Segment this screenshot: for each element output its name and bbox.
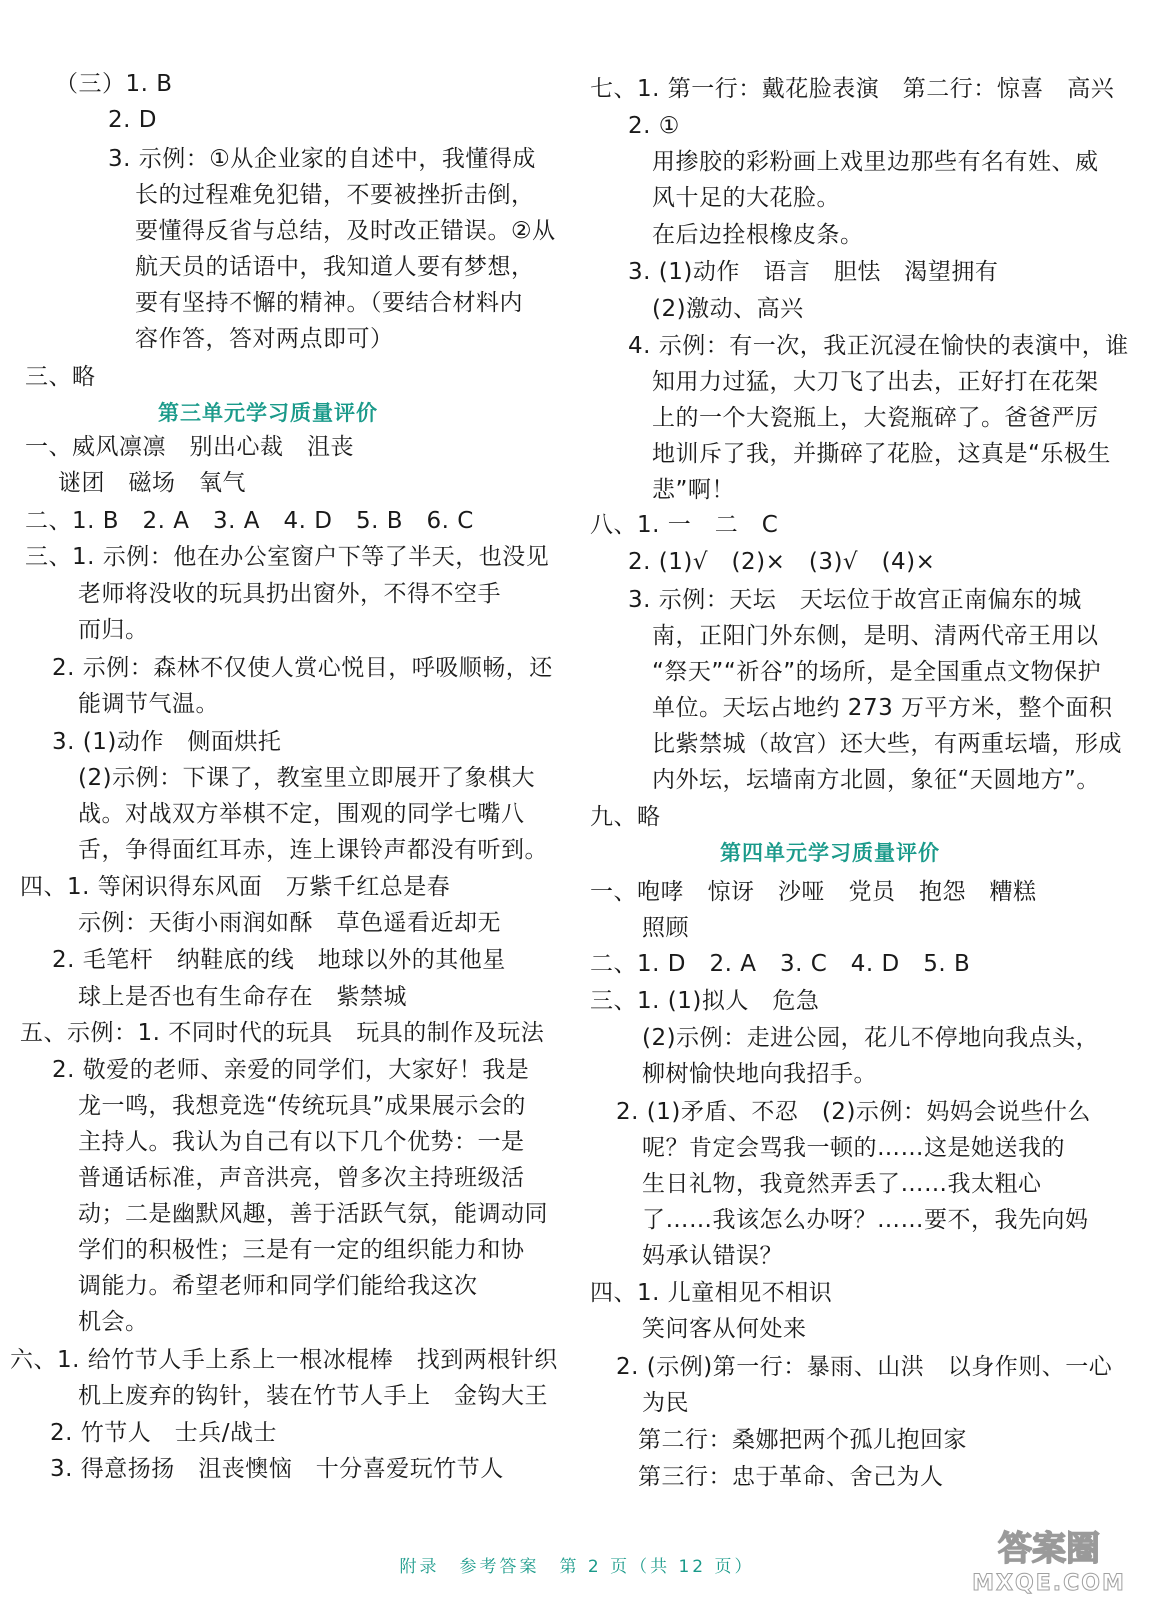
left-answer-line: 六、1. 给竹节人手上系上一根冰棍棒 找到两根针织 bbox=[10, 1347, 558, 1373]
right-answer-line: 3. (1)动作 语言 胆怯 渴望拥有 bbox=[628, 259, 999, 285]
right-answer-line: 上的一个大瓷瓶上，大瓷瓶碎了。爸爸严厉 bbox=[652, 405, 1099, 431]
right-answer-line: 三、1. (1)拟人 危急 bbox=[590, 988, 820, 1014]
right-answer-line: 第二行：桑娜把两个孤儿抱回家 bbox=[638, 1427, 967, 1453]
right-answer-line: 二、1. D 2. A 3. C 4. D 5. B bbox=[590, 951, 971, 977]
left-answer-line: 机上废弃的钩针，装在竹节人手上 金钩大王 bbox=[78, 1383, 548, 1409]
left-answer-line: 三、1. 示例：他在办公室窗户下等了半天，也没见 bbox=[25, 544, 550, 570]
left-answer-line: 2. 示例：森林不仅使人赏心悦目，呼吸顺畅，还 bbox=[52, 655, 553, 681]
right-answer-line: 南，正阳门外东侧，是明、清两代帝王用以 bbox=[652, 623, 1099, 649]
right-answer-line: 用掺胶的彩粉画上戏里边那些有名有姓、威 bbox=[652, 149, 1099, 175]
left-answer-line: 五、示例：1. 不同时代的玩具 玩具的制作及玩法 bbox=[20, 1020, 545, 1046]
left-answer-line: 容作答，答对两点即可） bbox=[135, 326, 394, 352]
left-answer-line: 一、威风凛凛 别出心裁 沮丧 bbox=[25, 434, 354, 460]
right-answer-line: 妈承认错误？ bbox=[642, 1243, 783, 1269]
left-answer-line: 能调节气温。 bbox=[78, 691, 219, 717]
page-footer: 附录 参考答案 第 2 页（共 12 页） bbox=[399, 1557, 755, 1577]
watermark-logo bbox=[954, 1520, 1144, 1596]
left-answer-line: （三）1. B bbox=[55, 71, 173, 97]
right-answer-line: 第三行：忠于革命、舍己为人 bbox=[638, 1464, 944, 1490]
left-answer-line: 2. D bbox=[108, 107, 157, 133]
right-answer-line: 比紫禁城（故宫）还大些，有两重坛墙，形成 bbox=[652, 731, 1122, 757]
left-answer-line: 老师将没收的玩具扔出窗外，不得不空手 bbox=[78, 581, 501, 607]
right-answer-line: (2)激动、高兴 bbox=[652, 296, 804, 322]
right-answer-line: 了……我该怎么办呀？……要不，我先向妈 bbox=[642, 1207, 1089, 1233]
left-answer-line: 机会。 bbox=[78, 1309, 149, 1335]
right-answer-line: 2. ① bbox=[628, 113, 680, 139]
right-answer-line: 2. (1)√ (2)× (3)√ (4)× bbox=[628, 549, 936, 575]
svg-text:答案圈: 答案圈 bbox=[998, 1529, 1100, 1569]
right-answer-line: 呢？肯定会骂我一顿的……这是她送我的 bbox=[642, 1135, 1065, 1161]
right-answer-line: 2. (示例)第一行：暴雨、山洪 以身作则、一心 bbox=[616, 1354, 1113, 1380]
right-answer-line: 单位。天坛占地约 273 万平方米，整个面积 bbox=[652, 695, 1113, 721]
right-answer-line: 知用力过猛，大刀飞了出去，正好打在花架 bbox=[652, 369, 1099, 395]
right-answer-line: 四、1. 儿童相见不相识 bbox=[590, 1280, 833, 1306]
right-answer-line: 九、略 bbox=[590, 804, 661, 830]
left-answer-line: 而归。 bbox=[78, 617, 149, 643]
left-answer-line: 3. 得意扬扬 沮丧懊恼 十分喜爱玩竹节人 bbox=[50, 1456, 504, 1482]
left-answer-line: 2. 毛笔杆 纳鞋底的线 地球以外的其他星 bbox=[52, 947, 506, 973]
left-answer-line: 二、1. B 2. A 3. A 4. D 5. B 6. C bbox=[25, 508, 474, 534]
right-answer-line: 七、1. 第一行：戴花脸表演 第二行：惊喜 高兴 bbox=[590, 76, 1115, 102]
unit4-heading: 第四单元学习质量评价 bbox=[720, 841, 940, 865]
right-answer-line: 生日礼物，我竟然弄丢了……我太粗心 bbox=[642, 1171, 1042, 1197]
right-answer-line: (2)示例：走进公园，花儿不停地向我点头， bbox=[642, 1025, 1100, 1051]
left-answer-line: 航天员的话语中，我知道人要有梦想， bbox=[135, 254, 535, 280]
right-answer-line: 为民 bbox=[642, 1390, 689, 1416]
left-answer-line: 长的过程难免犯错，不要被挫折击倒， bbox=[135, 182, 535, 208]
right-answer-line: 八、1. 一 二 C bbox=[590, 512, 779, 538]
left-answer-line: 2. 竹节人 士兵/战士 bbox=[50, 1420, 278, 1446]
svg-text:MXQE.COM: MXQE.COM bbox=[972, 1571, 1126, 1596]
left-answer-line: 球上是否也有生命存在 紫禁城 bbox=[78, 984, 407, 1010]
right-answer-line: 一、咆哮 惊讶 沙哑 党员 抱怨 糟糕 bbox=[590, 879, 1037, 905]
left-answer-line: 3. (1)动作 侧面烘托 bbox=[52, 729, 282, 755]
left-answer-line: 主持人。我认为自己有以下几个优势：一是 bbox=[78, 1129, 525, 1155]
left-answer-line: 舌，争得面红耳赤，连上课铃声都没有听到。 bbox=[78, 837, 548, 863]
right-answer-line: 悲”啊！ bbox=[652, 477, 735, 503]
right-answer-line: 柳树愉快地向我招手。 bbox=[642, 1061, 877, 1087]
left-answer-line: 四、1. 等闲识得东风面 万紫千红总是春 bbox=[20, 874, 451, 900]
right-answer-line: 3. 示例：天坛 天坛位于故宫正南偏东的城 bbox=[628, 587, 1082, 613]
left-answer-line: 2. 敬爱的老师、亲爱的同学们，大家好！我是 bbox=[52, 1057, 530, 1083]
left-answer-line: 谜团 磁场 氧气 bbox=[58, 470, 246, 496]
left-answer-line: 3. 示例：①从企业家的自述中，我懂得成 bbox=[108, 146, 536, 172]
left-answer-line: 调能力。希望老师和同学们能给我这次 bbox=[78, 1273, 478, 1299]
left-answer-line: 要有坚持不懈的精神。（要结合材料内 bbox=[135, 290, 523, 316]
right-answer-line: “祭天”“祈谷”的场所，是全国重点文物保护 bbox=[652, 659, 1102, 685]
right-answer-line: 在后边拴根橡皮条。 bbox=[652, 222, 864, 248]
left-answer-line: 学们的积极性；三是有一定的组织能力和协 bbox=[78, 1237, 525, 1263]
left-answer-line: 要懂得反省与总结，及时改正错误。②从 bbox=[135, 218, 556, 244]
left-answer-line: 动；二是幽默风趣，善于活跃气氛，能调动同 bbox=[78, 1201, 548, 1227]
left-answer-line: (2)示例：下课了，教室里立即展开了象棋大 bbox=[78, 765, 536, 791]
right-answer-line: 地训斥了我，并撕碎了花脸，这真是“乐极生 bbox=[652, 441, 1111, 467]
right-answer-line: 风十足的大花脸。 bbox=[652, 185, 840, 211]
left-answer-line: 战。对战双方举棋不定，围观的同学七嘴八 bbox=[78, 801, 525, 827]
right-answer-line: 笑问客从何处来 bbox=[642, 1316, 807, 1342]
left-answer-line: 示例：天街小雨润如酥 草色遥看近却无 bbox=[78, 910, 501, 936]
right-answer-line: 2. (1)矛盾、不忍 (2)示例：妈妈会说些什么 bbox=[616, 1099, 1091, 1125]
left-answer-line: 三、略 bbox=[25, 364, 96, 390]
unit3-heading: 第三单元学习质量评价 bbox=[158, 401, 378, 425]
right-answer-line: 4. 示例：有一次，我正沉浸在愉快的表演中，谁 bbox=[628, 333, 1129, 359]
left-answer-line: 普通话标准，声音洪亮，曾多次主持班级活 bbox=[78, 1165, 525, 1191]
right-answer-line: 照顾 bbox=[642, 915, 689, 941]
left-answer-line: 龙一鸣，我想竞选“传统玩具”成果展示会的 bbox=[78, 1093, 526, 1119]
right-answer-line: 内外坛，坛墙南方北圆，象征“天圆地方”。 bbox=[652, 767, 1100, 793]
